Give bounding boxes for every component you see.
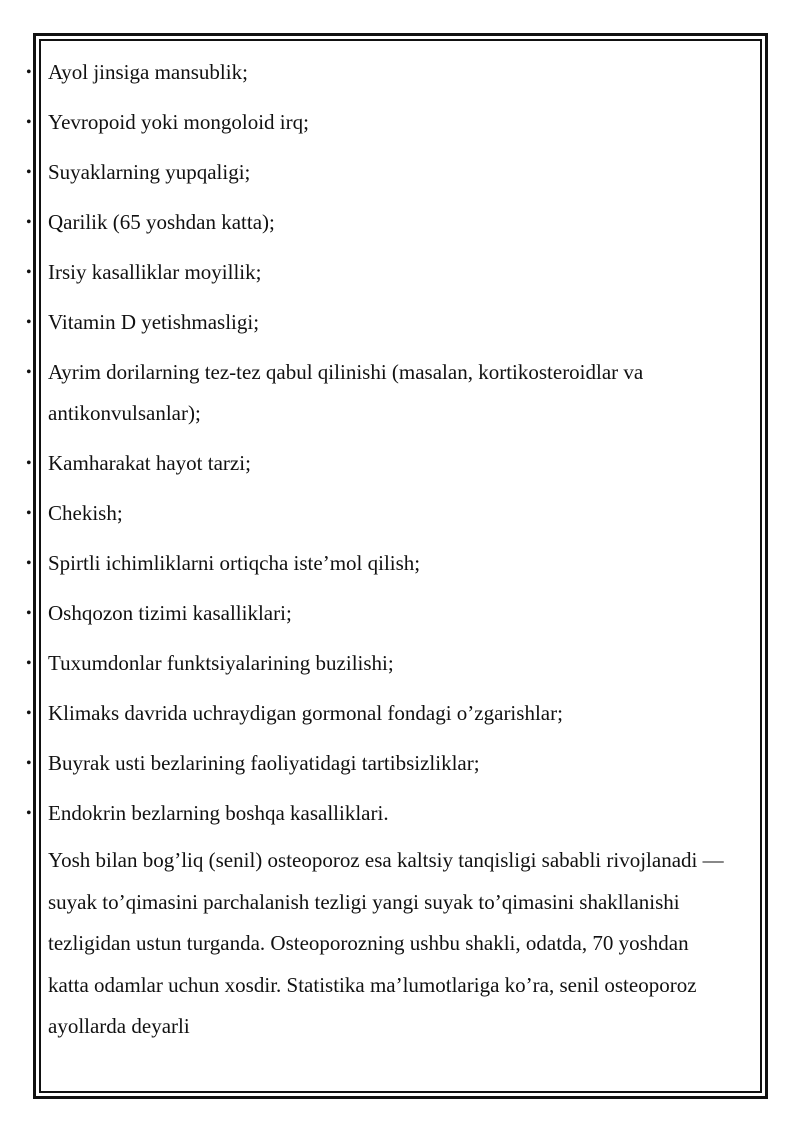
- list-item: [0, 152, 800, 193]
- bullet-icon: •: [26, 555, 32, 572]
- bullet-icon: •: [26, 605, 32, 622]
- list-item-text: Vitamin D yetishmasligi;: [48, 310, 260, 334]
- list-item-text: Suyaklarning yupqaligi;: [48, 160, 251, 184]
- list-item-text: Irsiy kasalliklar moyillik;: [48, 260, 262, 284]
- list-item-text: Kamharakat hayot tarzi;: [48, 451, 251, 475]
- bullet-icon: •: [26, 505, 32, 522]
- list-item-text: Ayrim dorilarning tez-tez qabul qilinishi (masalan, kortikosteroidlar va antikonvulsanlar);: [48, 360, 644, 425]
- list-item-text: Tuxumdonlar funktsiyalarining buzilishi;: [48, 651, 394, 675]
- risk-factor-list: [0, 52, 800, 843]
- list-item-text: Ayol jinsiga mansublik;: [48, 60, 248, 84]
- list-item: [0, 352, 800, 434]
- list-item: [0, 743, 800, 784]
- list-item: [0, 793, 800, 834]
- list-item: [0, 543, 800, 584]
- list-item-text: Yevropoid yoki mongoloid irq;: [48, 110, 309, 134]
- bullet-icon: •: [26, 805, 32, 822]
- list-item-text: Buyrak usti bezlarining faoliyatidagi tartibsizliklar;: [48, 751, 480, 775]
- list-item-text: Endokrin bezlarning boshqa kasalliklari.: [48, 801, 389, 825]
- list-item: [0, 252, 800, 293]
- list-item-text: Chekish;: [48, 501, 123, 525]
- list-item: [0, 693, 800, 734]
- list-item: [0, 493, 800, 534]
- list-item: [0, 302, 800, 343]
- list-item: [0, 643, 800, 684]
- list-item: [0, 443, 800, 484]
- list-item-text: Spirtli ichimliklarni ortiqcha iste’mol qilish;: [48, 551, 421, 575]
- list-item-text: Oshqozon tizimi kasalliklari;: [48, 601, 292, 625]
- list-item-text: Qarilik (65 yoshdan katta);: [48, 210, 275, 234]
- bullet-icon: •: [26, 64, 32, 81]
- bullet-icon: •: [26, 214, 32, 231]
- list-item: [0, 102, 800, 143]
- bullet-icon: •: [26, 314, 32, 331]
- bullet-icon: •: [26, 755, 32, 772]
- bullet-icon: •: [26, 655, 32, 672]
- bullet-icon: •: [26, 264, 32, 281]
- bullet-icon: •: [26, 164, 32, 181]
- bullet-icon: •: [26, 114, 32, 131]
- list-item-text: Klimaks davrida uchraydigan gormonal fondagi o’zgarishlar;: [48, 701, 563, 725]
- bullet-icon: •: [26, 455, 32, 472]
- bullet-icon: •: [26, 364, 32, 381]
- list-item: [0, 593, 800, 634]
- list-item: [0, 202, 800, 243]
- body-paragraph: Yosh bilan bog’liq (senil) osteoporoz esa kaltsiy tanqisligi sababli rivojlanadi — suyak to’qimasini parchalanish tezligi yangi suyak to’qimasini shakllanishi tezligidan ustun turganda. Osteoporozning ushbu shakli, odatda, 70 yoshdan katta odamlar uchun xosdir. Statistika ma’lumotlariga ko’ra, senil osteoporoz ayollarda deyarli: [48, 848, 724, 1038]
- bullet-icon: •: [26, 705, 32, 722]
- list-item: [0, 52, 800, 93]
